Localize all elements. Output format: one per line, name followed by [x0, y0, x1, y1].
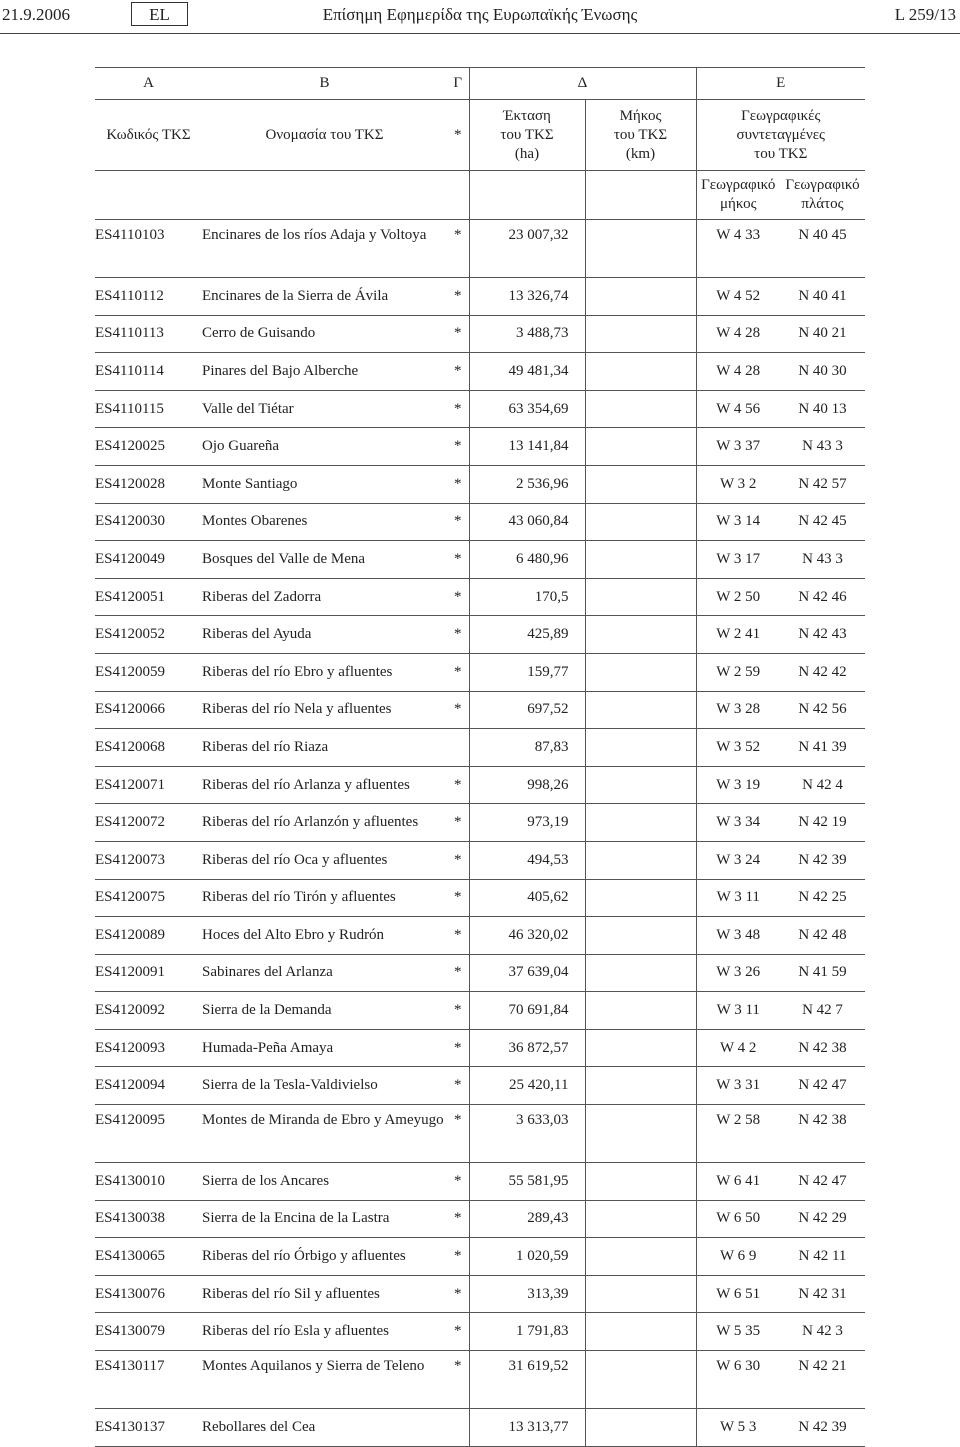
site-latitude: N 42 43	[798, 626, 847, 643]
site-name: Sierra de los Ancares	[202, 1172, 330, 1189]
column-letters-row	[95, 68, 865, 100]
site-longitude: W 3 11	[696, 992, 780, 1030]
priority-mark: *	[454, 1248, 462, 1265]
page-header	[0, 0, 960, 34]
site-name: Montes Obarenes	[202, 513, 308, 530]
site-area: 697,52	[469, 691, 585, 729]
letter-b: B	[319, 75, 330, 91]
priority-mark: *	[454, 227, 462, 243]
site-code: ES4120066	[95, 701, 166, 718]
priority-mark: *	[454, 1039, 462, 1056]
site-latitude: N 40 21	[798, 325, 847, 342]
table-row	[95, 1275, 865, 1313]
priority-mark: *	[454, 475, 462, 492]
site-latitude: N 42 21	[798, 1358, 847, 1375]
site-latitude: N 42 25	[798, 889, 847, 906]
table-row	[95, 917, 865, 955]
site-latitude: N 42 38	[798, 1112, 847, 1129]
site-longitude: W 6 41	[696, 1163, 780, 1201]
priority-mark: *	[454, 701, 462, 718]
site-length	[585, 428, 696, 466]
site-longitude: W 3 31	[696, 1067, 780, 1105]
table-row	[95, 729, 865, 767]
site-longitude: W 6 9	[696, 1238, 780, 1276]
priority-mark: *	[454, 550, 462, 567]
site-name: Sierra de la Tesla-Valdivielso	[202, 1077, 378, 1094]
site-latitude: N 40 41	[798, 287, 847, 304]
site-name: Encinares de la Sierra de Ávila	[202, 287, 389, 304]
table-row	[95, 1313, 865, 1351]
site-area: 973,19	[469, 804, 585, 842]
site-name: Rebollares del Cea	[202, 1418, 316, 1435]
site-latitude: N 42 11	[798, 1248, 847, 1265]
site-longitude: W 2 58	[696, 1105, 780, 1163]
site-latitude: N 42 3	[802, 1323, 843, 1340]
site-length	[585, 1200, 696, 1238]
site-length	[585, 390, 696, 428]
site-area: 2 536,96	[469, 465, 585, 503]
site-code: ES4130076	[95, 1285, 166, 1302]
site-name: Riberas del río Riaza	[202, 738, 329, 755]
site-length	[585, 465, 696, 503]
site-longitude: W 5 3	[696, 1409, 780, 1447]
priority-mark: *	[454, 287, 462, 304]
table-body	[95, 220, 865, 1447]
site-longitude: W 6 30	[696, 1351, 780, 1409]
header-latitude-line-1: Γεωγραφικό	[785, 177, 860, 193]
site-longitude: W 3 48	[696, 917, 780, 955]
header-geo-line-1: Γεωγραφικές συντεταγμένες	[736, 107, 825, 143]
site-longitude: W 3 34	[696, 804, 780, 842]
site-name: Riberas del río Oca y afluentes	[202, 851, 388, 868]
table-row	[95, 1163, 865, 1201]
site-longitude: W 2 41	[696, 616, 780, 654]
header-star: *	[454, 126, 462, 143]
site-length	[585, 278, 696, 316]
site-longitude: W 3 19	[696, 766, 780, 804]
header-longitude-line-1: Γεωγραφικό	[701, 177, 776, 193]
site-length	[585, 1351, 696, 1409]
table-row	[95, 578, 865, 616]
table-row	[95, 1409, 865, 1447]
site-name: Riberas del río Ebro y afluentes	[202, 663, 393, 680]
site-name: Riberas del Zadorra	[202, 588, 322, 605]
site-area: 49 481,34	[469, 353, 585, 391]
site-longitude: W 4 52	[696, 278, 780, 316]
site-code: ES4120089	[95, 926, 166, 943]
site-latitude: N 41 59	[798, 964, 847, 981]
site-latitude: N 42 57	[798, 475, 847, 492]
table-row	[95, 220, 865, 278]
site-area: 3 488,73	[469, 315, 585, 353]
site-longitude: W 4 28	[696, 353, 780, 391]
site-longitude: W 5 35	[696, 1313, 780, 1351]
column-header-row	[95, 100, 865, 171]
header-longitude-line-2: μήκος	[719, 196, 757, 212]
site-area: 55 581,95	[469, 1163, 585, 1201]
priority-mark: *	[454, 1210, 462, 1227]
table-row	[95, 766, 865, 804]
table-row	[95, 465, 865, 503]
site-longitude: W 2 50	[696, 578, 780, 616]
site-latitude: N 42 39	[798, 851, 847, 868]
letter-c: Γ	[453, 75, 463, 91]
table-row	[95, 541, 865, 579]
site-area: 63 354,69	[469, 390, 585, 428]
coordinate-header-row	[95, 171, 865, 220]
table-row	[95, 503, 865, 541]
site-code: ES4120049	[95, 550, 166, 567]
site-name: Humada-Peña Amaya	[202, 1039, 334, 1056]
site-code: ES4130137	[95, 1418, 166, 1435]
site-code: ES4120071	[95, 776, 166, 793]
site-code: ES4120073	[95, 851, 166, 868]
site-length	[585, 1029, 696, 1067]
header-rule	[0, 33, 960, 34]
letter-e: E	[696, 68, 865, 100]
site-length	[585, 1313, 696, 1351]
site-longitude: W 3 11	[696, 879, 780, 917]
priority-mark: *	[454, 1172, 462, 1189]
publication-date: 21.9.2006	[2, 5, 70, 24]
site-name: Sierra de la Encina de la Lastra	[202, 1210, 390, 1227]
site-name: Riberas del río Tirón y afluentes	[202, 889, 396, 906]
site-length	[585, 315, 696, 353]
site-area: 289,43	[469, 1200, 585, 1238]
table-row	[95, 879, 865, 917]
priority-mark: *	[454, 1077, 462, 1094]
language-badge: EL	[131, 2, 188, 26]
priority-mark: *	[454, 400, 462, 417]
site-area: 1 791,83	[469, 1313, 585, 1351]
header-area-line-2: του ΤΚΣ	[500, 126, 554, 143]
site-length	[585, 917, 696, 955]
site-area: 159,77	[469, 653, 585, 691]
priority-mark: *	[454, 889, 462, 906]
priority-mark: *	[454, 1323, 462, 1340]
site-latitude: N 43 3	[802, 438, 843, 455]
site-name: Riberas del río Nela y afluentes	[202, 701, 392, 718]
site-code: ES4120094	[95, 1077, 166, 1094]
site-longitude: W 3 26	[696, 954, 780, 992]
header-length-line-3: (km)	[625, 145, 656, 162]
priority-mark: *	[454, 362, 462, 379]
priority-mark: *	[454, 438, 462, 455]
table-row	[95, 954, 865, 992]
site-area: 25 420,11	[469, 1067, 585, 1105]
site-latitude: N 42 38	[798, 1039, 847, 1056]
header-name: Ονομασία του ΤΚΣ	[265, 126, 384, 143]
header-length-line-2: του ΤΚΣ	[613, 126, 668, 143]
site-latitude: N 42 19	[798, 814, 847, 831]
site-code: ES4120052	[95, 626, 166, 643]
site-length	[585, 541, 696, 579]
site-area: 425,89	[469, 616, 585, 654]
site-latitude: N 42 29	[798, 1210, 847, 1227]
site-name: Riberas del río Arlanzón y afluentes	[202, 814, 419, 831]
site-longitude: W 3 37	[696, 428, 780, 466]
site-area: 13 326,74	[469, 278, 585, 316]
letter-a: A	[143, 75, 154, 91]
priority-mark: *	[454, 588, 462, 605]
site-area: 494,53	[469, 841, 585, 879]
site-latitude: N 40 13	[798, 400, 847, 417]
site-longitude: W 3 14	[696, 503, 780, 541]
site-code: ES4130117	[95, 1358, 165, 1375]
priority-mark: *	[454, 851, 462, 868]
site-name: Montes Aquilanos y Sierra de Teleno	[202, 1358, 425, 1375]
site-latitude: N 41 39	[798, 738, 847, 755]
site-code: ES4120091	[95, 964, 166, 981]
site-longitude: W 3 24	[696, 841, 780, 879]
site-code: ES4120075	[95, 889, 166, 906]
site-code: ES4120025	[95, 438, 166, 455]
site-length	[585, 653, 696, 691]
site-area: 36 872,57	[469, 1029, 585, 1067]
site-area: 3 633,03	[469, 1105, 585, 1163]
site-length	[585, 992, 696, 1030]
site-length	[585, 503, 696, 541]
site-area: 70 691,84	[469, 992, 585, 1030]
site-latitude: N 42 47	[798, 1077, 847, 1094]
site-code: ES4110113	[95, 325, 164, 342]
table-row	[95, 315, 865, 353]
priority-mark: *	[454, 626, 462, 643]
header-area-line-3: (ha)	[514, 145, 540, 162]
table-row	[95, 1105, 865, 1163]
table-row	[95, 691, 865, 729]
site-length	[585, 578, 696, 616]
site-length	[585, 729, 696, 767]
site-longitude: W 3 2	[696, 465, 780, 503]
header-area	[469, 100, 585, 171]
site-code: ES4130065	[95, 1248, 166, 1265]
sites-table	[95, 67, 865, 1447]
site-length	[585, 1105, 696, 1163]
site-length	[585, 804, 696, 842]
site-code: ES4120051	[95, 588, 166, 605]
header-longitude	[696, 171, 780, 220]
site-area: 87,83	[469, 729, 585, 767]
priority-mark: *	[454, 964, 462, 981]
table-row	[95, 1238, 865, 1276]
site-name: Riberas del río Arlanza y afluentes	[202, 776, 410, 793]
site-latitude: N 42 4	[802, 776, 843, 793]
site-code: ES4120068	[95, 738, 166, 755]
site-name: Riberas del río Órbigo y afluentes	[202, 1248, 406, 1265]
site-area: 313,39	[469, 1275, 585, 1313]
site-area: 43 060,84	[469, 503, 585, 541]
site-latitude: N 42 45	[798, 513, 847, 530]
table-row	[95, 616, 865, 654]
priority-mark: *	[454, 325, 462, 342]
table-row	[95, 804, 865, 842]
site-area: 998,26	[469, 766, 585, 804]
site-name: Bosques del Valle de Mena	[202, 550, 366, 567]
priority-mark: *	[454, 776, 462, 793]
site-code: ES4120092	[95, 1002, 166, 1019]
site-latitude: N 40 30	[798, 362, 847, 379]
table-row	[95, 1351, 865, 1409]
site-name: Riberas del río Esla y afluentes	[202, 1323, 390, 1340]
site-length	[585, 691, 696, 729]
priority-mark: *	[454, 926, 462, 943]
site-latitude: N 42 39	[798, 1418, 847, 1435]
site-longitude: W 4 2	[696, 1029, 780, 1067]
header-geo-line-2: του ΤΚΣ	[754, 145, 808, 162]
site-length	[585, 1238, 696, 1276]
site-area: 1 020,59	[469, 1238, 585, 1276]
site-name: Riberas del río Sil y afluentes	[202, 1285, 380, 1302]
site-latitude: N 42 56	[798, 701, 847, 718]
site-name: Ojo Guareña	[202, 438, 280, 455]
site-name: Hoces del Alto Ebro y Rudrón	[202, 926, 385, 943]
header-geo	[696, 100, 865, 171]
priority-mark: *	[454, 663, 462, 680]
site-code: ES4120030	[95, 513, 166, 530]
table-row	[95, 390, 865, 428]
site-code: ES4110103	[95, 227, 165, 243]
site-name: Montes de Miranda de Ebro y Ameyugo	[202, 1112, 444, 1129]
header-area-line-1: Έκταση	[503, 107, 551, 124]
table-row	[95, 1029, 865, 1067]
site-length	[585, 220, 696, 278]
table-row	[95, 1067, 865, 1105]
priority-mark	[447, 729, 469, 767]
site-length	[585, 1067, 696, 1105]
site-length	[585, 1163, 696, 1201]
site-latitude: N 42 48	[798, 926, 847, 943]
site-longitude: W 3 28	[696, 691, 780, 729]
site-code: ES4120059	[95, 663, 166, 680]
site-code: ES4120095	[95, 1112, 166, 1129]
site-name: Sierra de la Demanda	[202, 1002, 332, 1019]
header-latitude	[780, 171, 865, 220]
site-length	[585, 1275, 696, 1313]
site-code: ES4120028	[95, 475, 166, 492]
site-area: 13 141,84	[469, 428, 585, 466]
site-longitude: W 3 17	[696, 541, 780, 579]
site-longitude: W 4 28	[696, 315, 780, 353]
site-code: ES4120072	[95, 814, 166, 831]
table-row	[95, 992, 865, 1030]
table-row	[95, 278, 865, 316]
priority-mark: *	[454, 513, 462, 530]
site-code: ES4110112	[95, 287, 164, 304]
site-longitude: W 2 59	[696, 653, 780, 691]
site-longitude: W 4 33	[696, 220, 780, 278]
header-length-line-1: Μήκος	[619, 107, 662, 124]
site-latitude: N 42 31	[798, 1285, 847, 1302]
site-name: Riberas del Ayuda	[202, 626, 312, 643]
site-area: 37 639,04	[469, 954, 585, 992]
site-latitude: N 42 7	[802, 1002, 843, 1019]
site-length	[585, 353, 696, 391]
priority-mark: *	[454, 1358, 462, 1375]
priority-mark	[447, 1409, 469, 1447]
site-name: Valle del Tiétar	[202, 400, 294, 417]
site-area: 46 320,02	[469, 917, 585, 955]
site-longitude: W 6 50	[696, 1200, 780, 1238]
site-name: Cerro de Guisando	[202, 325, 316, 342]
priority-mark: *	[454, 1002, 462, 1019]
site-name: Encinares de los ríos Adaja y Voltoya	[202, 227, 427, 243]
site-latitude: N 42 47	[798, 1172, 847, 1189]
site-length	[585, 954, 696, 992]
site-code: ES4130079	[95, 1323, 166, 1340]
journal-title: Επίσημη Εφημερίδα της Ευρωπαϊκής Ένωσης	[322, 5, 638, 24]
site-area: 13 313,77	[469, 1409, 585, 1447]
site-latitude: N 42 46	[798, 588, 847, 605]
site-code: ES4130010	[95, 1172, 166, 1189]
priority-mark: *	[454, 1112, 462, 1129]
site-latitude: N 40 45	[798, 227, 847, 243]
site-length	[585, 879, 696, 917]
site-latitude: N 42 42	[798, 663, 847, 680]
header-length	[585, 100, 696, 171]
header-latitude-line-2: πλάτος	[801, 196, 844, 212]
table-row	[95, 841, 865, 879]
site-longitude: W 4 56	[696, 390, 780, 428]
page-number: L 259/13	[894, 5, 956, 24]
site-code: ES4130038	[95, 1210, 166, 1227]
site-length	[585, 616, 696, 654]
site-name: Pinares del Bajo Alberche	[202, 362, 359, 379]
table-row	[95, 353, 865, 391]
site-code: ES4110115	[95, 400, 164, 417]
site-longitude: W 3 52	[696, 729, 780, 767]
priority-mark: *	[454, 814, 462, 831]
site-length	[585, 841, 696, 879]
site-area: 23 007,32	[469, 220, 585, 278]
site-code: ES4110114	[95, 362, 164, 379]
table-row	[95, 428, 865, 466]
site-length	[585, 1409, 696, 1447]
site-area: 31 619,52	[469, 1351, 585, 1409]
site-code: ES4120093	[95, 1039, 166, 1056]
site-latitude: N 43 3	[802, 550, 843, 567]
site-area: 170,5	[469, 578, 585, 616]
site-longitude: W 6 51	[696, 1275, 780, 1313]
site-name: Sabinares del Arlanza	[202, 964, 333, 981]
priority-mark: *	[454, 1285, 462, 1302]
table-row	[95, 1200, 865, 1238]
header-code: Κωδικός ΤΚΣ	[106, 126, 191, 143]
site-area: 405,62	[469, 879, 585, 917]
site-name: Monte Santiago	[202, 475, 298, 492]
table-row	[95, 653, 865, 691]
site-length	[585, 766, 696, 804]
letter-d: Δ	[469, 68, 696, 100]
site-area: 6 480,96	[469, 541, 585, 579]
